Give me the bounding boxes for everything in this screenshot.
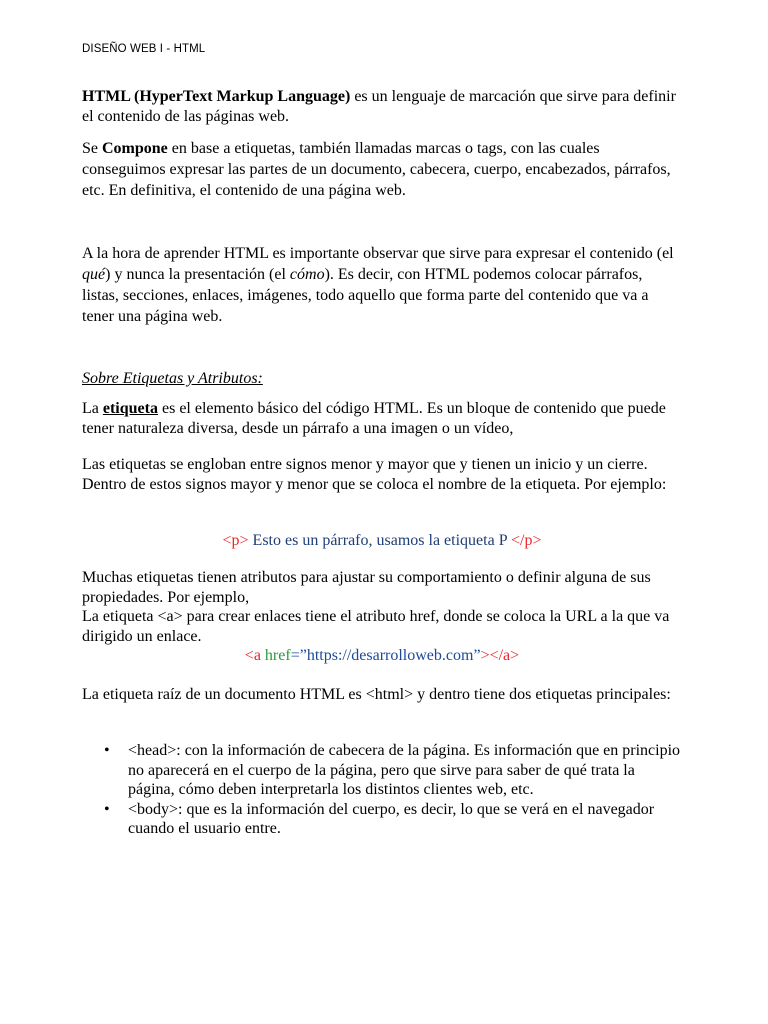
- example-a-code: [82, 646, 682, 666]
- example-p-text: Esto es un párrafo, usamos la etiqueta P: [248, 532, 511, 549]
- intro-bold: HTML (HyperText Markup Language): [82, 88, 351, 105]
- atributos-line-1: Muchas etiquetas tienen atributos para ajustar su comportamiento o definir alguna de sus propiedades. Por ejemplo,: [82, 569, 651, 606]
- list-item: [82, 800, 682, 839]
- example-a-eq: =: [290, 647, 300, 664]
- engloban-text: Las etiquetas se engloban entre signos menor y mayor que y tienen un inicio y un cierre. Dentro de estos signos mayor y menor que se coloca el nombre de la etiqueta. Por ejemplo:: [82, 456, 667, 493]
- etiqueta-text: es el elemento básico del código HTML. Es un bloque de contenido que puede tener naturaleza diversa, desde un párrafo a una imagen o un vídeo,: [82, 400, 666, 437]
- aprender-paragraph: [82, 243, 682, 327]
- list-item-body-text: <body>: que es la información del cuerpo, es decir, lo que se verá en el navegador cuando el usuario entre.: [128, 800, 655, 837]
- compone-paragraph: [82, 138, 682, 201]
- example-a-open-tag: <a: [244, 647, 265, 664]
- intro-paragraph: [82, 87, 682, 127]
- list-item: [82, 741, 682, 800]
- etiqueta-pre: La: [82, 400, 103, 417]
- example-p-close-tag: </p>: [511, 532, 542, 549]
- section-title: [82, 369, 682, 389]
- example-a-close-tag: ></a>: [480, 647, 520, 664]
- compone-bold: Compone: [102, 140, 168, 157]
- example-a-value: ”https://desarrolloweb.com”: [299, 647, 481, 664]
- example-p-open-tag: <p>: [222, 532, 249, 549]
- example-a-attr: href: [264, 647, 291, 664]
- intro-text: es un lenguaje de marcación que sirve para definir el contenido de las páginas web.: [82, 88, 676, 125]
- engloban-paragraph: [82, 455, 682, 495]
- aprender-text-3: ). Es decir, con HTML podemos colocar párrafos, listas, secciones, enlaces, imágenes, todo aquello que forma parte del contenido que va a tener una página web.: [82, 266, 649, 325]
- raiz-text: La etiqueta raíz de un documento HTML es <html> y dentro tiene dos etiquetas principales:: [82, 686, 671, 703]
- aprender-italic-que: qué: [82, 266, 106, 283]
- etiqueta-paragraph: [82, 399, 682, 439]
- compone-text: en base a etiquetas, también llamadas marcas o tags, con las cuales conseguimos expresar las partes de un documento, cabecera, cuerpo, encabezados, párrafos, etc. En definitiva, el contenido de una página web.: [82, 140, 671, 199]
- raiz-paragraph: [82, 685, 682, 705]
- compone-pre: Se: [82, 140, 102, 157]
- etiqueta-bold: etiqueta: [102, 400, 158, 417]
- atributos-paragraph: [82, 568, 682, 646]
- atributos-line-2: La etiqueta <a> para crear enlaces tiene el atributo href, donde se coloca la URL a la que va dirigido un enlace.: [82, 608, 670, 645]
- example-p-code: [82, 531, 682, 551]
- aprender-text-1: A la hora de aprender HTML es importante observar que sirve para expresar el contenido (el: [82, 245, 674, 262]
- bullet-icon: •: [104, 742, 110, 759]
- page-header: DISEÑO WEB I - HTML: [82, 43, 206, 55]
- section-title-text: Sobre Etiquetas y Atributos:: [82, 370, 263, 387]
- bullet-icon: •: [104, 800, 110, 818]
- aprender-text-2: ) y nunca la presentación (el: [105, 266, 290, 283]
- tags-list: [82, 741, 682, 839]
- list-item-head-text: <head>: con la información de cabecera de la página. Es información que en principio no aparecerá en el cuerpo de la página, pero que sirve para saber de qué trata la página, cómo deben interpretarla los distintos clientes web, etc.: [128, 742, 681, 798]
- aprender-italic-como: cómo: [289, 266, 325, 283]
